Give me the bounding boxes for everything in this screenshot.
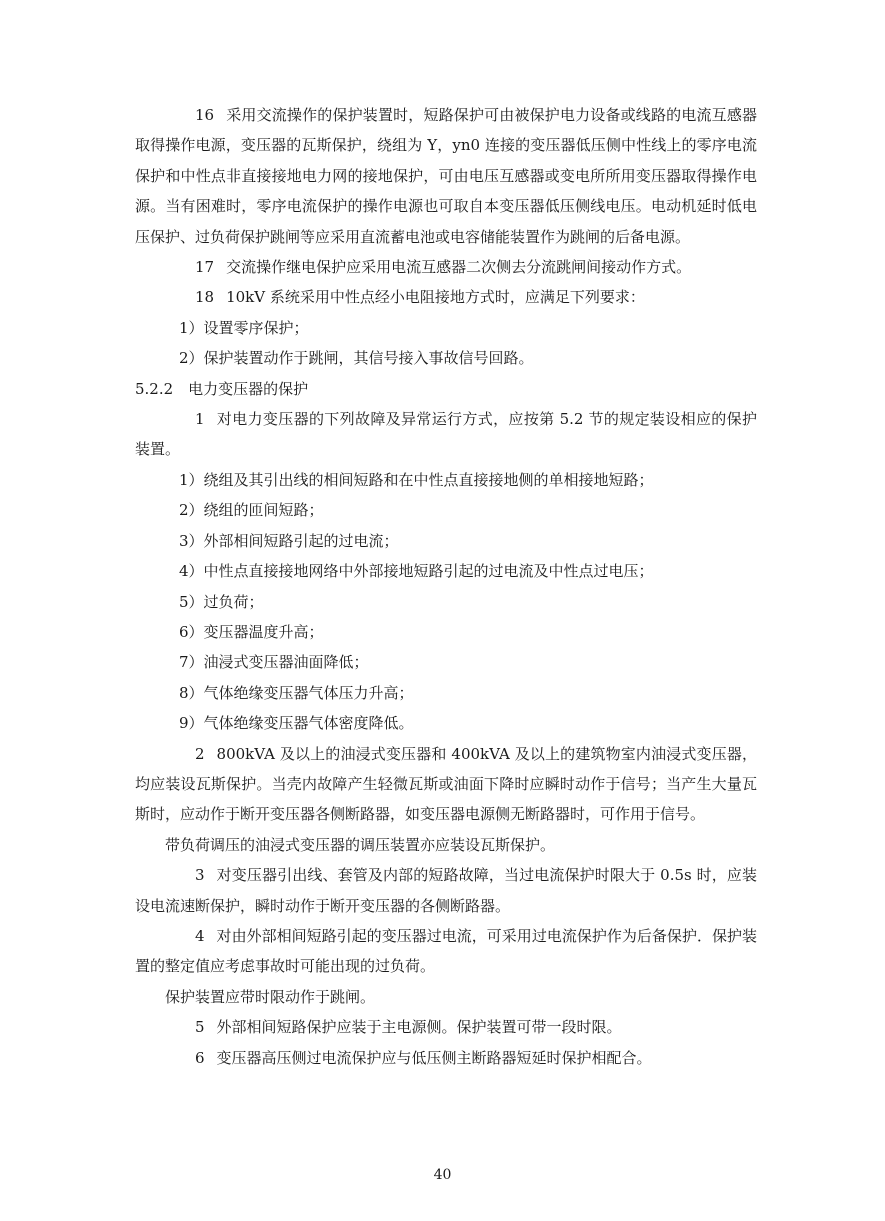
clause-number: 16 xyxy=(195,106,215,124)
list-item: 8）气体绝缘变压器气体压力升高； xyxy=(179,683,414,702)
paragraph-1 xyxy=(135,404,757,465)
list-item: 2）保护装置动作于跳闸，其信号接入事故信号回路。 xyxy=(179,349,534,368)
list-item: 3）外部相间短路引起的过电流； xyxy=(179,531,399,550)
clause-number: 17 xyxy=(195,258,215,277)
paragraph-3 xyxy=(135,860,757,921)
list-item: 5）过负荷； xyxy=(179,592,264,611)
paragraph-text: 对由外部相间短路引起的变压器过电流，可采用过电流保护作为后备保护．保护装置的整定值应考虑事故时可能出现的过负荷。 xyxy=(135,926,757,976)
paragraph-2 xyxy=(135,739,757,830)
section-heading: 5.2.2 电力变压器的保护 xyxy=(135,379,309,398)
paragraph-continuation: 带负荷调压的油浸式变压器的调压装置亦应装设瓦斯保护。 xyxy=(165,835,556,854)
list-item: 2）绕组的匝间短路； xyxy=(179,501,324,520)
paragraph-text: 对电力变压器的下列故障及异常运行方式，应按第 5.2 节的规定装设相应的保护装置。 xyxy=(135,410,757,459)
clause-number: 5 xyxy=(195,1018,205,1037)
list-item: 4）中性点直接接地网络中外部接地短路引起的过电流及中性点过电压； xyxy=(179,562,654,581)
clause-number: 1 xyxy=(195,410,205,429)
paragraph-4 xyxy=(135,921,757,982)
paragraph-18 xyxy=(135,282,757,312)
list-item: 6）变压器温度升高； xyxy=(179,622,324,641)
page-number: 40 xyxy=(433,1167,452,1183)
page-body xyxy=(135,100,757,1073)
clause-number: 6 xyxy=(195,1048,205,1067)
paragraph-text: 变压器高压侧过电流保护应与低压侧主断路器短延时保护相配合。 xyxy=(216,1048,652,1067)
paragraph-16 xyxy=(135,100,757,252)
paragraph-text: 对变压器引出线、套管及内部的短路故障，当过电流保护时限大于 0.5s 时，应装设电流速断保护，瞬时动作于断开变压器的各侧断路器。 xyxy=(135,866,757,915)
paragraph-text: 800kVA 及以上的油浸式变压器和 400kVA 及以上的建筑物室内油浸式变压器，均应装设瓦斯保护。当壳内故障产生轻微瓦斯或油面下降时应瞬时动作于信号；当产生大量瓦斯时，应动作于断开变压器各侧断路器，如变压器电源侧无断路器时，可作用于信号。 xyxy=(135,744,757,824)
list-item: 1）设置零序保护； xyxy=(179,318,309,337)
clause-number: 18 xyxy=(195,288,215,307)
paragraph-text: 采用交流操作的保护装置时，短路保护可由被保护电力设备或线路的电流互感器取得操作电源，变压器的瓦斯保护，绕组为 Y，yn0 连接的变压器低压侧中性线上的零序电流保护和中性点非直接接地电力网的接地保护，可由电压互感器或变电所所用变压器取得操作电源。当有困难时，零序电流保护的操作电源也可取自本变压器低压侧线电压。电动机延时低电压保护、过负荷保护跳闸等应采用直流蓄电池或电容储能装置作为跳闸的后备电源。 xyxy=(135,106,757,246)
list-item: 7）油浸式变压器油面降低； xyxy=(179,653,369,672)
list-item: 9）气体绝缘变压器气体密度降低。 xyxy=(179,714,414,733)
paragraph-text: 外部相间短路保护应装于主电源侧。保护装置可带一段时限。 xyxy=(216,1018,622,1037)
clause-number: 4 xyxy=(195,926,205,945)
clause-number: 2 xyxy=(195,744,205,763)
paragraph-text: 交流操作继电保护应采用电流互感器二次侧去分流跳闸间接动作方式。 xyxy=(226,258,692,277)
clause-number: 3 xyxy=(195,866,205,885)
paragraph-continuation: 保护装置应带时限动作于跳闸。 xyxy=(165,987,376,1006)
paragraph-6 xyxy=(135,1043,757,1073)
paragraph-17 xyxy=(135,252,757,282)
paragraph-5 xyxy=(135,1012,757,1042)
list-item: 1）绕组及其引出线的相间短路和在中性点直接接地侧的单相接地短路； xyxy=(179,470,654,489)
paragraph-text: 10kV 系统采用中性点经小电阻接地方式时，应满足下列要求： xyxy=(226,288,645,307)
